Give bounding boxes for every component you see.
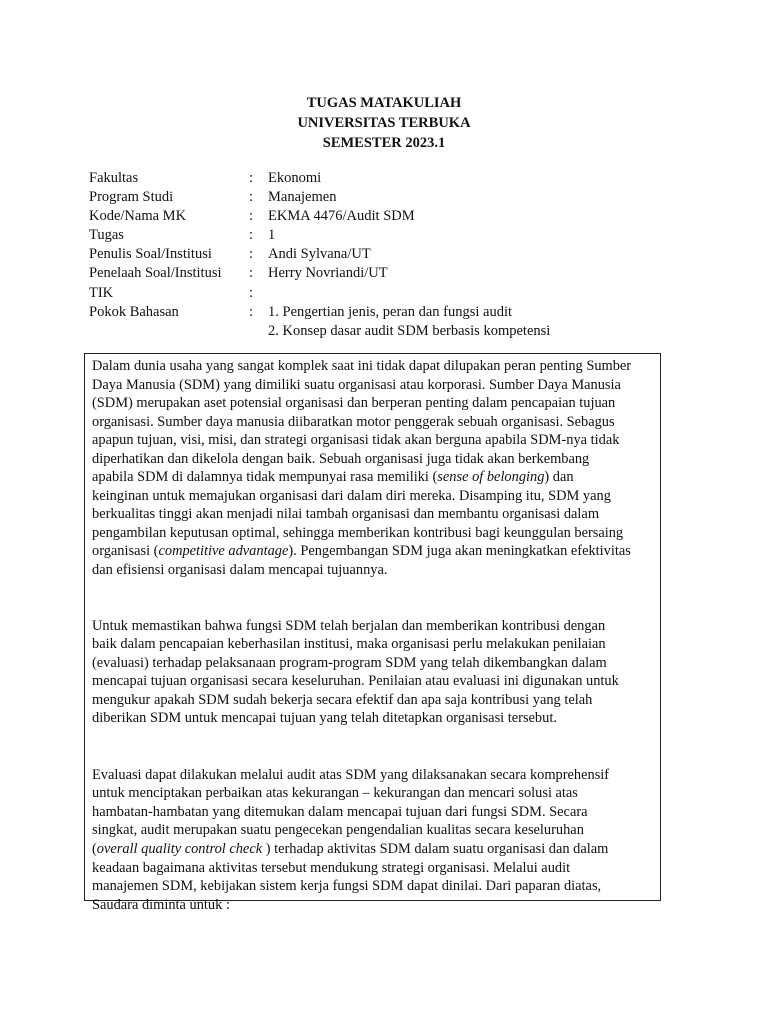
text-line: singkat, audit merupakan suatu pengecekan pengendalian kualitas secara keseluruhan (92, 822, 584, 839)
paragraph-spacer (92, 580, 654, 617)
info-separator: : (249, 189, 254, 206)
info-separator: : (249, 265, 254, 282)
info-separator: : (249, 246, 254, 263)
info-separator: : (249, 208, 254, 225)
text-run: organisasi ( (92, 543, 159, 560)
info-value: Herry Novriandi/UT (268, 265, 388, 282)
info-row-fakultas (89, 169, 550, 188)
text-line: Evaluasi dapat dilakukan melalui audit atas SDM yang dilaksanakan secara komprehensif (92, 766, 610, 783)
text-line: apapun tujuan, visi, misi, dan strategi organisasi tidak akan berguna apabila SDM-nya tidak (92, 432, 620, 449)
info-separator: : (249, 303, 254, 320)
info-separator: : (249, 170, 254, 186)
info-label: Tugas (89, 227, 124, 244)
text-line: keinginan untuk memajukan organisasi dari dalam diri mereka. Disamping itu, SDM yang (92, 487, 611, 504)
text-line: (SDM) merupakan aset potensial organisasi dan berperan penting dalam pencapaian tujuan (92, 395, 616, 412)
course-info-table (89, 169, 550, 341)
text-line (92, 840, 654, 859)
text-line: dan efisiensi organisasi dalam mencapai tujuannya. (92, 562, 388, 579)
info-row-tik (89, 284, 550, 303)
info-row-penulis (89, 245, 550, 264)
text-run: ( (92, 841, 97, 858)
text-line: (evaluasi) terhadap pelaksanaan program-program SDM yang telah dikembangkan dalam (92, 654, 607, 671)
paragraph-3 (92, 766, 654, 914)
text-line: mengukur apakah SDM sudah bekerja secara efektif dan apa saja kontribusi yang telah (92, 691, 593, 708)
assignment-text-box (84, 353, 661, 913)
text-line: manajemen SDM, kebijakan sistem kerja fungsi SDM dapat dinilai. Dari paparan diatas, (92, 878, 602, 895)
text-run: ). Pengembangan SDM juga akan meningkatkan efektivitas (288, 543, 631, 560)
text-line: mencapai tujuan organisasi secara keseluruhan. Penilaian atau evaluasi ini digunakan untuk (92, 673, 619, 690)
info-label: Kode/Nama MK (89, 208, 187, 225)
info-value: Andi Sylvana/UT (268, 246, 371, 263)
text-line: Saudara diminta untuk : (92, 896, 230, 913)
header-university: UNIVERSITAS TERBUKA (297, 115, 471, 131)
info-row-program-studi (89, 188, 550, 207)
text-line: diperhatikan dan dikelola dengan baik. Sebuah organisasi juga tidak akan berkembang (92, 450, 590, 467)
info-label: Fakultas (89, 170, 139, 186)
text-line: organisasi. Sumber daya manusia diibaratkan motor penggerak sebuah organisasi. Sebagus (92, 413, 615, 430)
info-separator: : (249, 227, 254, 244)
text-line: berkualitas tinggi akan menjadi nilai tambah organisasi dan membantu organisasi dalam (92, 506, 600, 523)
info-row-pokok-bahasan-2 (89, 322, 550, 341)
text-line: Daya Manusia (SDM) yang dimiliki suatu organisasi atau korporasi. Sumber Daya Manusia (92, 376, 621, 393)
info-label: Penulis Soal/Institusi (89, 246, 212, 263)
text-line: keadaan bagaimana aktivitas tersebut mendukung strategi organisasi. Melalui audit (92, 859, 571, 876)
italic-term: competitive advantage (158, 543, 289, 560)
text-line (92, 468, 654, 487)
header-title: TUGAS MATAKULIAH (306, 95, 462, 111)
info-row-kode-mk (89, 207, 550, 226)
text-line: baik dalam pencapaian keberhasilan institusi, maka organisasi perlu melakukan penilaian (92, 636, 606, 653)
text-line: hambatan-hambatan yang ditemukan dalam mencapai tujuan dari fungsi SDM. Secara (92, 803, 588, 820)
text-line: Untuk memastikan bahwa fungsi SDM telah berjalan dan memberikan kontribusi dengan (92, 617, 606, 634)
info-value: 1. Pengertian jenis, peran dan fungsi audit (268, 303, 513, 320)
document-header (0, 93, 768, 153)
text-run: ) terhadap aktivitas SDM dalam suatu organisasi dan dalam (262, 841, 609, 858)
text-line: Dalam dunia usaha yang sangat komplek saat ini tidak dapat dilupakan peran penting Sumber (92, 358, 632, 374)
info-row-tugas (89, 226, 550, 245)
info-label: TIK (89, 284, 114, 301)
paragraph-spacer (92, 728, 654, 766)
info-value: Manajemen (268, 189, 337, 206)
info-value: EKMA 4476/Audit SDM (268, 208, 415, 225)
info-label: Pokok Bahasan (89, 303, 179, 320)
info-value: 2. Konsep dasar audit SDM berbasis kompetensi (268, 322, 551, 339)
text-line: diberikan SDM untuk mencapai tujuan yang telah ditetapkan organisasi tersebut. (92, 710, 557, 727)
info-label: Program Studi (89, 189, 174, 206)
paragraph-2 (92, 617, 654, 728)
italic-term: overall quality control check (96, 841, 263, 858)
info-separator: : (249, 284, 254, 301)
info-row-penelaah (89, 264, 550, 283)
info-value: Ekonomi (268, 170, 322, 186)
text-run: apabila SDM di dalamnya tidak mempunyai rasa memiliki ( (92, 469, 438, 486)
info-row-pokok-bahasan (89, 303, 550, 322)
text-line (92, 542, 654, 561)
info-value: 1 (268, 227, 276, 244)
italic-term: sense of belonging (437, 469, 545, 486)
info-label: Penelaah Soal/Institusi (89, 265, 222, 282)
text-line: untuk menciptakan perbaikan atas kekurangan – kekurangan dan mencari solusi atas (92, 785, 578, 802)
paragraph-1 (92, 357, 654, 580)
header-semester: SEMESTER 2023.1 (322, 135, 446, 151)
text-run: ) dan (544, 469, 574, 486)
text-line: pengambilan keputusan optimal, sehingga memberikan kontribusi bagi keunggulan bersaing (92, 524, 624, 541)
